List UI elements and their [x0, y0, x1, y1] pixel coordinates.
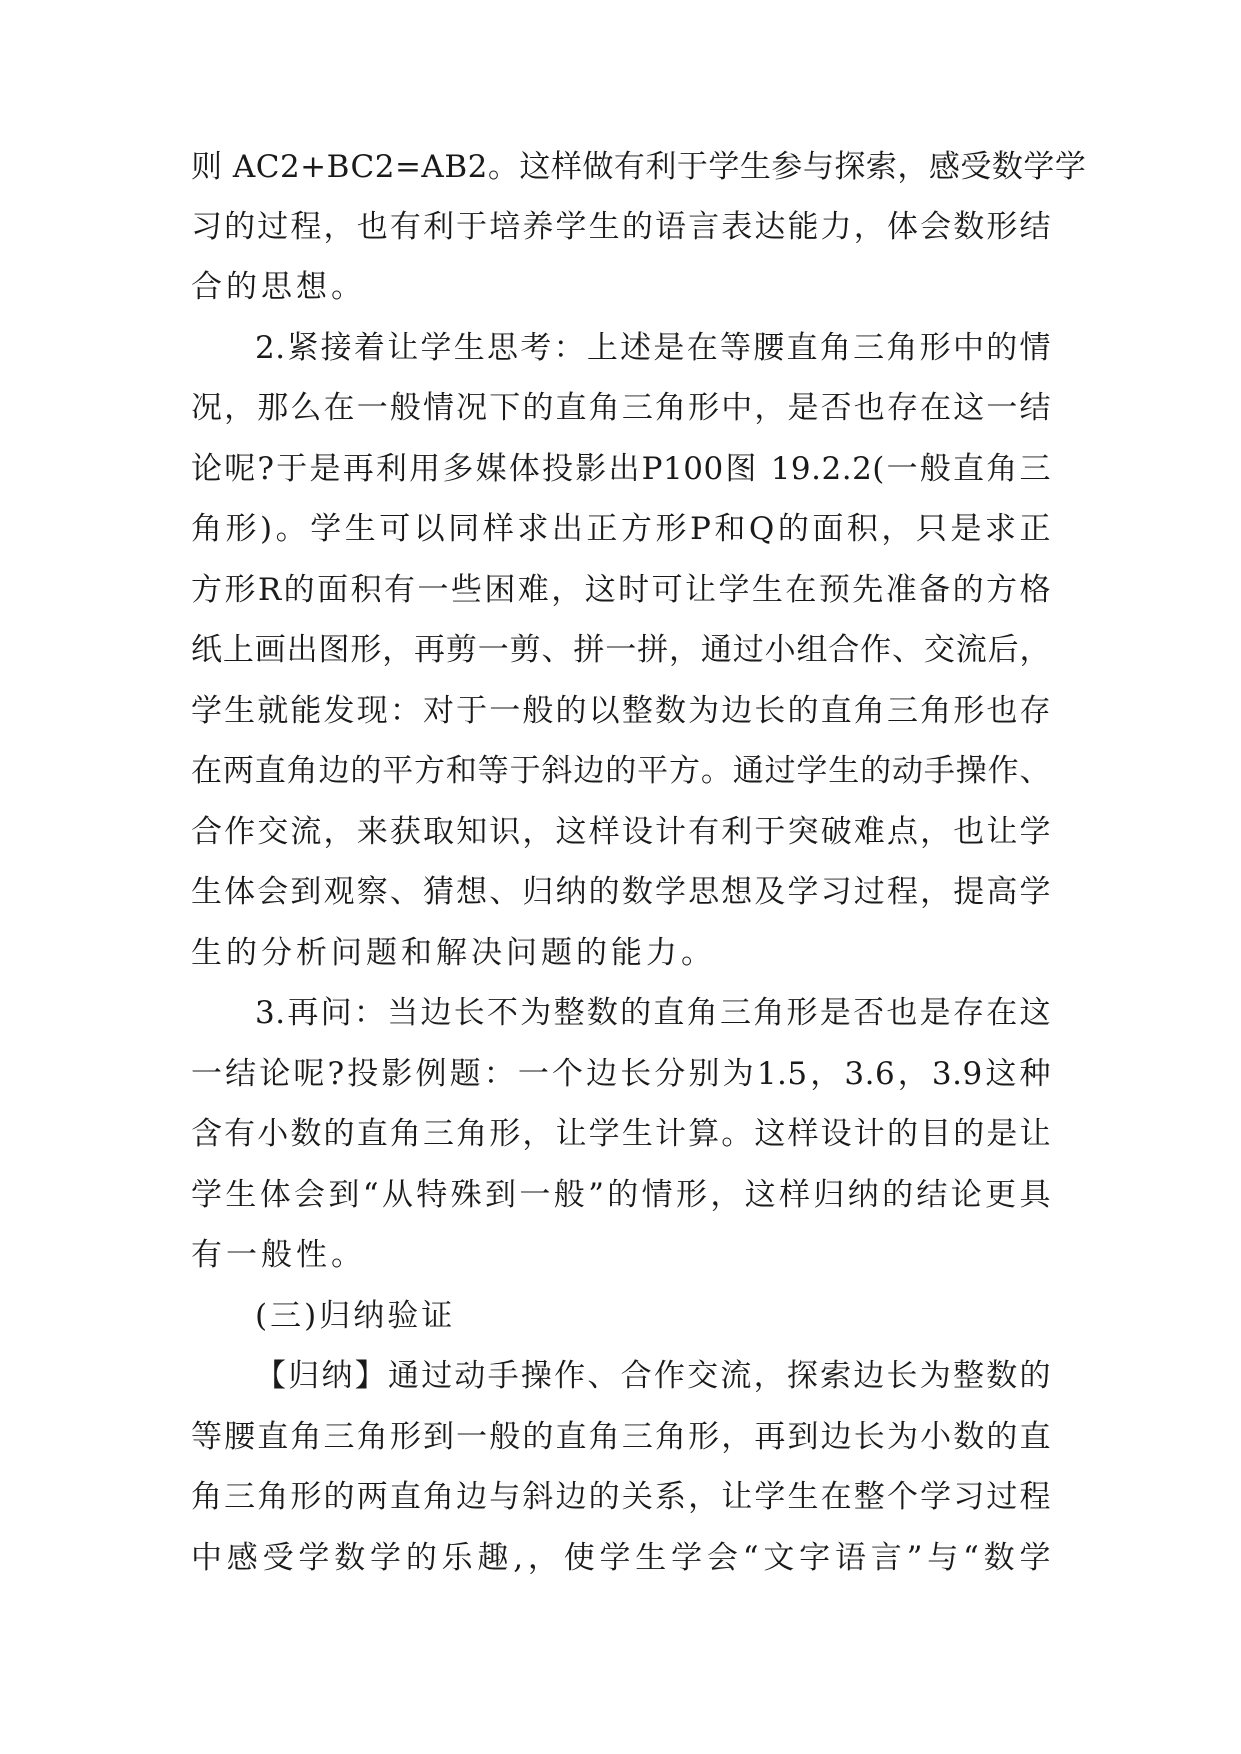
paragraph-line: 在两直角边的平方和等于斜边的平方。通过学生的动手操作、 — [191, 753, 1051, 789]
paragraph-line: 习的过程，也有利于培养学生的语言表达能力，体会数形结 — [191, 209, 1051, 245]
paragraph-line: 论呢?于是再利用多媒体投影出P100图 19.2.2(一般直角三 — [191, 451, 1051, 487]
paragraph-line: 纸上画出图形，再剪一剪、拼一拼，通过小组合作、交流后， — [191, 632, 1051, 668]
paragraph-line: 含有小数的直角三角形，让学生计算。这样设计的目的是让 — [191, 1116, 1051, 1152]
paragraph-line: 方形R的面积有一些困难，这时可让学生在预先准备的方格 — [191, 572, 1051, 608]
paragraph-line: 中感受学数学的乐趣,，使学生学会“文字语言”与“数学 — [191, 1540, 1051, 1576]
section-heading: (三)归纳验证 — [255, 1298, 456, 1334]
paragraph-line: 则 AC2+BC2=AB2。这样做有利于学生参与探索，感受数学学 — [191, 149, 1087, 185]
paragraph-line: 角三角形的两直角边与斜边的关系，让学生在整个学习过程 — [191, 1479, 1051, 1515]
paragraph-line: 角形)。学生可以同样求出正方形P和Q的面积，只是求正 — [191, 511, 1051, 547]
paragraph-line: 合的思想。 — [191, 269, 366, 305]
paragraph-line: 学生就能发现：对于一般的以整数为边长的直角三角形也存 — [191, 693, 1051, 729]
paragraph-line: 2.紧接着让学生思考：上述是在等腰直角三角形中的情 — [255, 330, 1051, 366]
paragraph-line: 一结论呢?投影例题：一个边长分别为1.5，3.6，3.9这种 — [191, 1056, 1051, 1092]
paragraph-line: 合作交流，来获取知识，这样设计有利于突破难点，也让学 — [191, 814, 1051, 850]
paragraph-line: 学生体会到“从特殊到一般”的情形，这样归纳的结论更具 — [191, 1177, 1051, 1213]
paragraph-line: 况，那么在一般情况下的直角三角形中，是否也存在这一结 — [191, 390, 1051, 426]
paragraph-line: 3.再问：当边长不为整数的直角三角形是否也是存在这 — [255, 995, 1051, 1031]
paragraph-line: 等腰直角三角形到一般的直角三角形，再到边长为小数的直 — [191, 1419, 1051, 1455]
paragraph-line: 生的分析问题和解决问题的能力。 — [191, 935, 716, 971]
paragraph-line: 有一般性。 — [191, 1237, 366, 1273]
paragraph-line: 【归纳】通过动手操作、合作交流，探索边长为整数的 — [255, 1358, 1051, 1394]
paragraph-line: 生体会到观察、猜想、归纳的数学思想及学习过程，提高学 — [191, 874, 1051, 910]
